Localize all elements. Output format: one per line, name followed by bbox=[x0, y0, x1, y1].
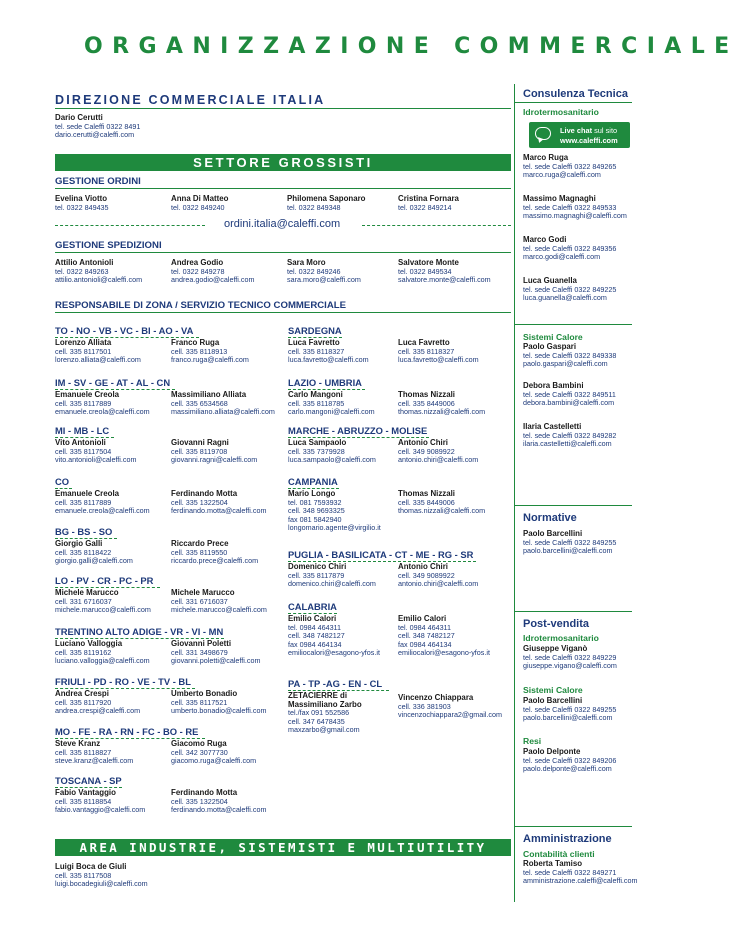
person-name: Riccardo Prece bbox=[171, 539, 229, 548]
postvendita-calore-sub: Sistemi Calore bbox=[523, 685, 583, 695]
person-name: Luca Guanella bbox=[523, 276, 577, 285]
person-contact bbox=[171, 640, 260, 666]
ordini-email: ordini.italia@caleffi.com bbox=[224, 218, 341, 230]
person-name: Thomas Nizzali bbox=[398, 390, 455, 399]
person-detail: cell. 335 8118327 bbox=[398, 346, 455, 356]
person-detail: fax 081 5842940 bbox=[288, 514, 342, 524]
person-detail: tel. 0322 849246 bbox=[287, 266, 341, 276]
gestione-spedizioni-title: GESTIONE SPEDIZIONI bbox=[55, 240, 162, 251]
person-contact bbox=[171, 789, 266, 815]
person-detail: carlo.mangoni@caleffi.com bbox=[288, 407, 375, 417]
person-contact bbox=[523, 195, 627, 221]
person-detail: ferdinando.motta@caleffi.com bbox=[171, 805, 267, 815]
person-contact bbox=[171, 259, 254, 285]
person-name: Luigi Boca de Giuli bbox=[55, 862, 127, 871]
person-detail: fax 0984 464134 bbox=[288, 639, 342, 649]
person-name: Antonio Chiri bbox=[398, 562, 448, 571]
person-contact bbox=[523, 154, 616, 180]
person-name: Ferdinando Motta bbox=[171, 788, 238, 797]
person-detail: maxzarbo@gmail.com bbox=[288, 725, 360, 735]
person-name: Roberta Tamiso bbox=[523, 859, 583, 868]
person-detail: tel. 0322 849348 bbox=[287, 202, 341, 212]
person-detail: vincenzochiappara2@gmail.com bbox=[398, 710, 502, 720]
person-detail: giorgio.galli@caleffi.com bbox=[55, 556, 133, 566]
person-detail: luca.guanella@caleffi.com bbox=[523, 293, 607, 303]
person-contact bbox=[171, 589, 267, 615]
person-contact bbox=[55, 339, 141, 365]
gestione-ordini-title: GESTIONE ORDINI bbox=[55, 176, 141, 187]
amministrazione-sub: Contabilità clienti bbox=[523, 849, 595, 859]
person-contact bbox=[171, 740, 256, 766]
person-contact bbox=[55, 259, 142, 285]
person-detail: emiliocalori@esagono-yfos.it bbox=[398, 648, 490, 658]
person-detail: steve.kranz@caleffi.com bbox=[55, 756, 134, 766]
person-name: Franco Ruga bbox=[171, 338, 220, 347]
person-name: Ferdinando Motta bbox=[171, 489, 238, 498]
page-title-left: ORGANIZZAZIONE bbox=[84, 34, 439, 59]
normative-rule bbox=[514, 505, 632, 506]
person-detail: franco.ruga@caleffi.com bbox=[171, 355, 249, 365]
consulenza-sub: Idrotermosanitario bbox=[523, 107, 599, 117]
person-detail: tel. 0322 849435 bbox=[55, 202, 109, 212]
person-email: paolo.barcellini@caleffi.com bbox=[523, 546, 613, 556]
person-name: Attilio Antonioli bbox=[55, 258, 114, 267]
person-name: Giuseppe Viganò bbox=[523, 644, 588, 653]
person-detail: tel. 0322 849534 bbox=[398, 266, 452, 276]
person-contact bbox=[55, 540, 133, 566]
person-detail: giovanni.ragni@caleffi.com bbox=[171, 455, 258, 465]
person-detail: fax 0984 464134 bbox=[398, 639, 452, 649]
region-title: TO - NO - VB - VC - BI - AO - VA bbox=[55, 325, 194, 336]
person-detail: cell. 335 8118913 bbox=[171, 346, 228, 356]
person-contact bbox=[171, 195, 228, 212]
person-phone: cell. 335 8117508 bbox=[55, 870, 112, 880]
person-detail: cell. 335 8118827 bbox=[55, 747, 112, 757]
postvendita-resi-sub: Resi bbox=[523, 736, 542, 746]
person-detail: cell. 331 6716037 bbox=[55, 596, 112, 606]
person-name: Andrea Crespi bbox=[55, 689, 109, 698]
person-name: Vito Antonioli bbox=[55, 438, 106, 447]
person-detail: cell. 335 8119162 bbox=[55, 647, 112, 657]
person-detail: marco.ruga@caleffi.com bbox=[523, 170, 601, 180]
person-name: Marco Godi bbox=[523, 235, 567, 244]
person-contact bbox=[171, 439, 257, 465]
person-detail: cell. 335 8449006 bbox=[398, 497, 455, 507]
person-name: Marco Ruga bbox=[523, 153, 569, 162]
person-email: paolo.barcellini@caleffi.com bbox=[523, 713, 613, 723]
person-contact bbox=[171, 490, 266, 516]
person-detail: tel. sede Caleffi 0322 849265 bbox=[523, 161, 617, 171]
chat-line1-rest: sul sito bbox=[592, 126, 618, 135]
amministrazione-person bbox=[523, 860, 638, 886]
person-name: Fabio Vantaggio bbox=[55, 788, 116, 797]
person-contact bbox=[55, 740, 133, 766]
direzione-title: DIREZIONE COMMERCIALE ITALIA bbox=[55, 93, 326, 107]
person-phone: tel. sede Caleffi 0322 849229 bbox=[523, 652, 617, 662]
person-contact bbox=[288, 615, 380, 658]
postvendita-resi-person bbox=[523, 748, 616, 774]
person-detail: domenico.chiri@caleffi.com bbox=[288, 579, 376, 589]
person-detail: tel. sede Caleffi 0322 849225 bbox=[523, 284, 617, 294]
person-contact bbox=[398, 694, 502, 720]
region-title: FRIULI - PD - RO - VE - TV - BL bbox=[55, 676, 191, 687]
person-contact bbox=[288, 439, 376, 465]
settore-grossisti-band: SETTORE GROSSISTI bbox=[55, 154, 511, 171]
person-contact bbox=[398, 339, 479, 365]
sistemi-calore-sub: Sistemi Calore bbox=[523, 332, 583, 342]
person-contact bbox=[523, 423, 616, 449]
person-detail: lorenzo.alliata@caleffi.com bbox=[55, 355, 141, 365]
person-detail: luciano.valloggia@caleffi.com bbox=[55, 656, 150, 666]
person-name: Paolo Barcellini bbox=[523, 529, 583, 538]
person-detail: cell. 331 6716037 bbox=[171, 596, 228, 606]
person-detail: tel. 0322 849263 bbox=[55, 266, 109, 276]
person-detail: cell. 348 9693325 bbox=[288, 506, 345, 516]
region-title: CO bbox=[55, 476, 70, 487]
person-detail: umberto.bonadio@caleffi.com bbox=[171, 706, 267, 716]
person-detail: sara.moro@caleffi.com bbox=[287, 275, 361, 285]
region-title: MARCHE - ABRUZZO - MOLISE bbox=[288, 425, 428, 436]
region-title: LAZIO - UMBRIA bbox=[288, 377, 362, 388]
person-contact bbox=[55, 589, 151, 615]
person-name: Anna Di Matteo bbox=[171, 194, 229, 203]
person-detail: tel. 0322 849214 bbox=[398, 202, 452, 212]
person-name: Salvatore Monte bbox=[398, 258, 459, 267]
normative-person bbox=[523, 530, 616, 556]
person-name: Carlo Mangoni bbox=[288, 390, 343, 399]
person-contact bbox=[523, 343, 616, 369]
person-detail: michele.marucco@caleffi.com bbox=[55, 605, 151, 615]
person-contact bbox=[398, 195, 459, 212]
region-title: PA - TP -AG - EN - CL bbox=[288, 678, 383, 689]
person-name: ZETACIERRE di bbox=[288, 691, 348, 700]
person-name: Vincenzo Chiappara bbox=[398, 693, 474, 702]
person-name-line2: Massimiliano Zarbo bbox=[288, 699, 362, 709]
region-title: TOSCANA - SP bbox=[55, 775, 122, 786]
person-detail: vito.antonioli@caleffi.com bbox=[55, 455, 137, 465]
person-name: Emanuele Creola bbox=[55, 390, 120, 399]
person-detail: cell. 335 8118785 bbox=[288, 398, 345, 408]
person-contact bbox=[171, 690, 266, 716]
person-detail: tel. 081 7593932 bbox=[288, 497, 342, 507]
person-detail: cell. 335 8119550 bbox=[171, 547, 228, 557]
person-name: Luca Sampaolo bbox=[288, 438, 347, 447]
person-detail: paolo.gaspari@caleffi.com bbox=[523, 359, 608, 369]
person-name: Sara Moro bbox=[287, 258, 326, 267]
person-detail: cell. 342 3077730 bbox=[171, 747, 228, 757]
person-contact bbox=[288, 490, 381, 533]
person-detail: attilio.antonioli@caleffi.com bbox=[55, 275, 143, 285]
person-detail: cell. 335 8117889 bbox=[55, 497, 112, 507]
person-contact bbox=[523, 236, 616, 262]
person-detail: cell. 335 8117879 bbox=[288, 570, 345, 580]
person-detail: luca.favretto@caleffi.com bbox=[288, 355, 369, 365]
consulenza-title: Consulenza Tecnica bbox=[523, 88, 628, 100]
chat-line2: www.caleffi.com bbox=[560, 136, 618, 145]
person-detail: giacomo.ruga@caleffi.com bbox=[171, 756, 257, 766]
person-detail: tel. 0322 849278 bbox=[171, 266, 225, 276]
person-contact bbox=[288, 391, 375, 417]
person-name: Ilaria Castelletti bbox=[523, 422, 582, 431]
person-name: Thomas Nizzali bbox=[398, 489, 455, 498]
person-contact bbox=[398, 391, 485, 417]
person-name: Giovanni Poletti bbox=[171, 639, 232, 648]
person-detail: antonio.chiri@caleffi.com bbox=[398, 455, 479, 465]
person-contact bbox=[523, 277, 616, 303]
person-name: Mario Longo bbox=[288, 489, 336, 498]
person-name: Debora Bambini bbox=[523, 381, 584, 390]
person-detail: ilaria.castelletti@caleffi.com bbox=[523, 439, 612, 449]
person-name: Luca Favretto bbox=[398, 338, 450, 347]
region-title: PUGLIA - BASILICATA - CT - ME - RG - SR bbox=[288, 549, 474, 560]
person-phone: tel. sede Caleffi 0322 8491 bbox=[55, 121, 141, 131]
person-name: Cristina Fornara bbox=[398, 194, 459, 203]
person-contact bbox=[398, 490, 485, 516]
normative-title: Normative bbox=[523, 512, 577, 524]
chat-line1-bold: Live chat bbox=[560, 126, 593, 135]
person-name: Giorgio Galli bbox=[55, 539, 103, 548]
person-name: Paolo Gaspari bbox=[523, 342, 577, 351]
page-title-right: COMMERCIALE bbox=[454, 34, 739, 59]
person-name: Michele Marucco bbox=[171, 588, 235, 597]
person-contact bbox=[288, 563, 376, 589]
person-name: Emanuele Creola bbox=[55, 489, 120, 498]
chat-line1 bbox=[560, 126, 617, 135]
person-detail: luca.favretto@caleffi.com bbox=[398, 355, 479, 365]
person-name: Paolo Delponte bbox=[523, 747, 581, 756]
person-contact bbox=[55, 640, 150, 666]
person-detail: thomas.nizzali@caleffi.com bbox=[398, 407, 486, 417]
person-name: Luca Favretto bbox=[288, 338, 340, 347]
amministrazione-title: Amministrazione bbox=[523, 833, 612, 845]
person-contact bbox=[55, 490, 150, 516]
person-detail: tel. sede Caleffi 0322 849533 bbox=[523, 202, 617, 212]
person-name: Umberto Bonadio bbox=[171, 689, 238, 698]
person-detail: cell. 335 1322504 bbox=[171, 497, 228, 507]
person-detail: tel. sede Caleffi 0322 849511 bbox=[523, 389, 616, 399]
person-contact bbox=[398, 615, 490, 658]
person-detail: tel. 0984 464311 bbox=[398, 622, 452, 632]
person-email: paolo.delponte@caleffi.com bbox=[523, 764, 612, 774]
consulenza-underline bbox=[514, 102, 632, 103]
person-detail: tel. 0322 849240 bbox=[171, 202, 225, 212]
person-email: amministrazione.caleffi@caleffi.com bbox=[523, 876, 638, 886]
person-email: luigi.bocadegiuli@caleffi.com bbox=[55, 879, 148, 889]
person-detail: riccardo.prece@caleffi.com bbox=[171, 556, 259, 566]
person-detail: tel. sede Caleffi 0322 849356 bbox=[523, 243, 617, 253]
person-detail: cell. 335 8117889 bbox=[55, 398, 112, 408]
postvendita-rule bbox=[514, 611, 632, 612]
postvendita-idro-person bbox=[523, 645, 617, 671]
postvendita-calore-person bbox=[523, 697, 616, 723]
person-contact bbox=[398, 259, 491, 285]
area-industrie-band: AREA INDUSTRIE, SISTEMISTI E MULTIUTILITY bbox=[55, 839, 511, 856]
sistemi-calore-rule bbox=[514, 324, 632, 325]
person-name: Michele Marucco bbox=[55, 588, 119, 597]
person-detail: tel./fax 091 552586 bbox=[288, 708, 350, 718]
person-phone: tel. sede Caleffi 0322 849255 bbox=[523, 537, 617, 547]
person-detail: cell. 331 3498679 bbox=[171, 647, 228, 657]
person-name: Emilio Calori bbox=[398, 614, 447, 623]
responsabile-title: RESPONSABILE DI ZONA / SERVIZIO TECNICO COMMERCIALE bbox=[55, 300, 347, 311]
person-detail: cell. 335 6534568 bbox=[171, 398, 228, 408]
person-name: Paolo Barcellini bbox=[523, 696, 583, 705]
person-detail: cell. 335 8118327 bbox=[288, 346, 345, 356]
person-detail: andrea.crespi@caleffi.com bbox=[55, 706, 141, 716]
person-detail: andrea.godio@caleffi.com bbox=[171, 275, 255, 285]
person-name: Luciano Valloggia bbox=[55, 639, 123, 648]
region-title: IM - SV - GE - AT - AL - CN bbox=[55, 377, 171, 388]
region-title: BG - BS - SO bbox=[55, 526, 113, 537]
person-detail: cell. 335 8117920 bbox=[55, 697, 112, 707]
person-name: Philomena Saponaro bbox=[287, 194, 366, 203]
postvendita-idro-sub: Idrotermosanitario bbox=[523, 633, 599, 643]
person-name: Domenico Chiri bbox=[288, 562, 347, 571]
person-detail: emanuele.creola@caleffi.com bbox=[55, 407, 150, 417]
person-detail: tel. sede Caleffi 0322 849338 bbox=[523, 350, 617, 360]
person-name: Andrea Godio bbox=[171, 258, 224, 267]
person-name: Dario Cerutti bbox=[55, 113, 103, 122]
person-detail: cell. 348 7482127 bbox=[398, 631, 455, 641]
person-detail: massimiliano.alliata@caleffi.com bbox=[171, 407, 275, 417]
person-contact bbox=[171, 339, 249, 365]
person-detail: michele.marucco@caleffi.com bbox=[171, 605, 267, 615]
person-contact bbox=[171, 540, 258, 566]
live-chat-button[interactable] bbox=[529, 122, 630, 148]
person-detail: longomario.agente@virgilio.it bbox=[288, 523, 381, 533]
person-detail: giovanni.poletti@caleffi.com bbox=[171, 656, 261, 666]
person-detail: thomas.nizzali@caleffi.com bbox=[398, 506, 486, 516]
person-detail: cell. 335 8118854 bbox=[55, 796, 112, 806]
person-contact bbox=[288, 339, 369, 365]
person-detail: cell. 335 8449006 bbox=[398, 398, 455, 408]
person-name: Evelina Viotto bbox=[55, 194, 108, 203]
person-detail: emanuele.creola@caleffi.com bbox=[55, 506, 150, 516]
person-detail: luca.sampaolo@caleffi.com bbox=[288, 455, 376, 465]
area-person bbox=[55, 863, 148, 889]
person-contact bbox=[398, 563, 478, 589]
person-contact bbox=[55, 690, 140, 716]
person-email: giuseppe.vigano@caleffi.com bbox=[523, 661, 617, 671]
direzione-person bbox=[55, 114, 140, 140]
person-detail: salvatore.monte@caleffi.com bbox=[398, 275, 491, 285]
person-detail: emiliocalori@esagono-yfos.it bbox=[288, 648, 380, 658]
person-email: dario.cerutti@caleffi.com bbox=[55, 130, 135, 140]
region-title: SARDEGNA bbox=[288, 325, 342, 336]
ordini-email-line-right bbox=[362, 225, 511, 226]
person-detail: marco.godi@caleffi.com bbox=[523, 252, 601, 262]
person-contact bbox=[55, 789, 145, 815]
person-phone: tel. sede Caleffi 0322 849255 bbox=[523, 704, 617, 714]
gestione-ordini-underline bbox=[55, 188, 511, 189]
gestione-spedizioni-underline bbox=[55, 252, 511, 253]
person-detail: cell. 349 9089922 bbox=[398, 570, 455, 580]
person-detail: tel. 0984 464311 bbox=[288, 622, 342, 632]
person-detail: fabio.vantaggio@caleffi.com bbox=[55, 805, 146, 815]
sidebar-divider bbox=[514, 84, 515, 902]
region-title: CAMPANIA bbox=[288, 476, 338, 487]
person-contact bbox=[55, 195, 109, 212]
person-contact bbox=[55, 391, 150, 417]
person-detail: cell. 349 9089922 bbox=[398, 446, 455, 456]
person-detail: cell. 335 8119708 bbox=[171, 446, 228, 456]
ordini-email-line-left bbox=[55, 225, 205, 226]
person-contact bbox=[398, 439, 478, 465]
person-contact bbox=[523, 382, 616, 408]
person-contact bbox=[171, 391, 275, 417]
person-detail: tel. sede Caleffi 0322 849282 bbox=[523, 430, 617, 440]
person-contact bbox=[287, 259, 361, 285]
person-name: Massimo Magnaghi bbox=[523, 194, 596, 203]
person-detail: antonio.chiri@caleffi.com bbox=[398, 579, 479, 589]
region-title: MO - FE - RA - RN - FC - BO - RE bbox=[55, 726, 199, 737]
person-contact bbox=[55, 439, 136, 465]
region-title: CALABRIA bbox=[288, 601, 337, 612]
person-phone: tel. sede Caleffi 0322 849206 bbox=[523, 755, 617, 765]
person-name: Massimiliano Alliata bbox=[171, 390, 247, 399]
person-phone: tel. sede Caleffi 0322 849271 bbox=[523, 867, 617, 877]
region-title: MI - MB - LC bbox=[55, 425, 110, 436]
person-detail: cell. 347 6478435 bbox=[288, 716, 345, 726]
person-detail: cell. 335 7379928 bbox=[288, 446, 345, 456]
person-detail: cell. 335 8117504 bbox=[55, 446, 112, 456]
person-detail: cell. 348 7482127 bbox=[288, 631, 345, 641]
person-detail: cell. 335 8117501 bbox=[55, 346, 112, 356]
person-detail: cell. 335 8118422 bbox=[55, 547, 112, 557]
person-name: Emilio Calori bbox=[288, 614, 337, 623]
person-name: Giacomo Ruga bbox=[171, 739, 227, 748]
person-contact bbox=[288, 692, 362, 735]
region-title: LO - PV - CR - PC - PR bbox=[55, 575, 154, 586]
region-title: TRENTINO ALTO ADIGE - VR - VI - MN bbox=[55, 626, 224, 637]
person-detail: cell. 335 8117521 bbox=[171, 697, 228, 707]
direzione-underline bbox=[55, 108, 511, 109]
person-detail: cell. 335 1322504 bbox=[171, 796, 228, 806]
person-contact bbox=[287, 195, 365, 212]
postvendita-title: Post-vendita bbox=[523, 618, 590, 630]
person-detail: ferdinando.motta@caleffi.com bbox=[171, 506, 267, 516]
person-name: Lorenzo Alliata bbox=[55, 338, 112, 347]
person-name: Giovanni Ragni bbox=[171, 438, 229, 447]
amministrazione-rule bbox=[514, 826, 632, 827]
person-name: Steve Kranz bbox=[55, 739, 101, 748]
person-detail: debora.bambini@caleffi.com bbox=[523, 398, 615, 408]
page-title bbox=[84, 34, 739, 59]
person-detail: cell. 336 381903 bbox=[398, 701, 451, 711]
person-name: Antonio Chiri bbox=[398, 438, 448, 447]
chat-bubble-tail bbox=[536, 137, 543, 144]
person-detail: massimo.magnaghi@caleffi.com bbox=[523, 211, 627, 221]
responsabile-underline bbox=[55, 312, 511, 313]
